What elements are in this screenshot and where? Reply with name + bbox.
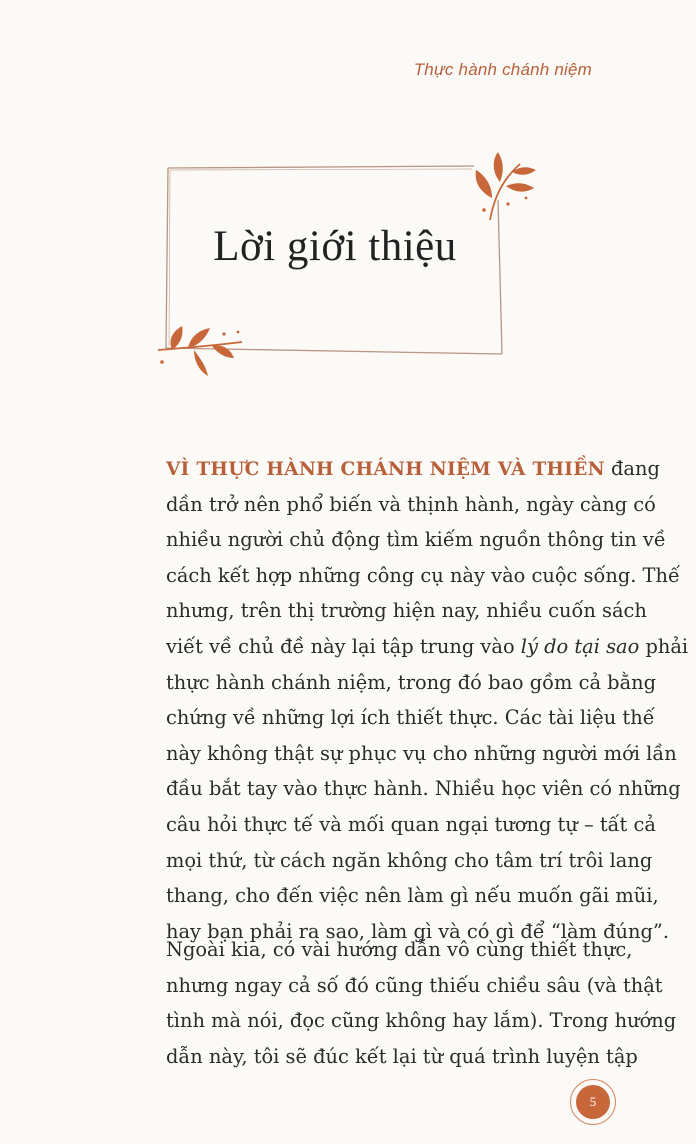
chapter-title: Lời giới thiệu <box>213 223 457 270</box>
text-line: dẫn này, tôi sẽ đúc kết lại từ quá trình luyện tập <box>166 1044 638 1068</box>
text-line: Ngoài kia, có vài hướng dẫn vô cùng thiết thực, <box>166 938 633 961</box>
text-line: thực hành chánh niệm, trong đó bao gồm cả bằng <box>166 670 657 694</box>
text-line: cách kết hợp những công cụ này vào cuộc sống. Thế <box>166 563 680 587</box>
page-number: 5 <box>576 1085 610 1119</box>
italic-phrase: lý do tại sao <box>520 634 640 658</box>
leaf-branch-icon <box>154 322 254 382</box>
text-line: nhưng ngay cả số đó cũng thiếu chiều sâu (và thật <box>166 973 663 997</box>
text-line: tình mà nói, đọc cũng không hay lắm). Trong hướng <box>166 1009 677 1033</box>
paragraph-2 <box>166 932 677 1074</box>
text-line: này không thật sự phục vụ cho những người mới lần <box>166 741 677 765</box>
running-header: Thực hành chánh niệm <box>413 60 592 79</box>
text-line: câu hỏi thực tế và mối quan ngại tương tự – tất cả <box>166 812 656 836</box>
text-line: hay bạn phải ra sao, làm gì và có gì để “làm đúng”. <box>166 919 669 943</box>
text-line <box>166 629 689 665</box>
text-line: đầu bắt tay vào thực hành. Nhiều học viên có những <box>166 777 681 801</box>
line-text: viết về chủ đề này lại tập trung vào <box>166 634 521 658</box>
text-line: thang, cho đến việc nên làm gì nếu muốn gãi mũi, <box>166 884 659 908</box>
leaf-branch-icon <box>462 148 542 228</box>
text-line <box>166 451 660 487</box>
text-line: dần trở nên phổ biến và thịnh hành, ngày càng có <box>166 492 656 516</box>
text-line: mọi thứ, từ cách ngăn không cho tâm trí trôi lang <box>166 848 653 872</box>
text-line: nhưng, trên thị trường hiện nay, nhiều cuốn sách <box>166 599 647 623</box>
paragraph-1 <box>166 451 689 949</box>
text-line: chứng về những lợi ích thiết thực. Các tài liệu thế <box>166 706 655 730</box>
line-text: đang <box>604 457 660 480</box>
lead-in-caps: VÌ THỰC HÀNH CHÁNH NIỆM VÀ THIỀN <box>166 459 605 480</box>
text-line: nhiều người chủ động tìm kiếm nguồn thông tin về <box>166 528 666 552</box>
line-text: phải <box>639 634 689 658</box>
